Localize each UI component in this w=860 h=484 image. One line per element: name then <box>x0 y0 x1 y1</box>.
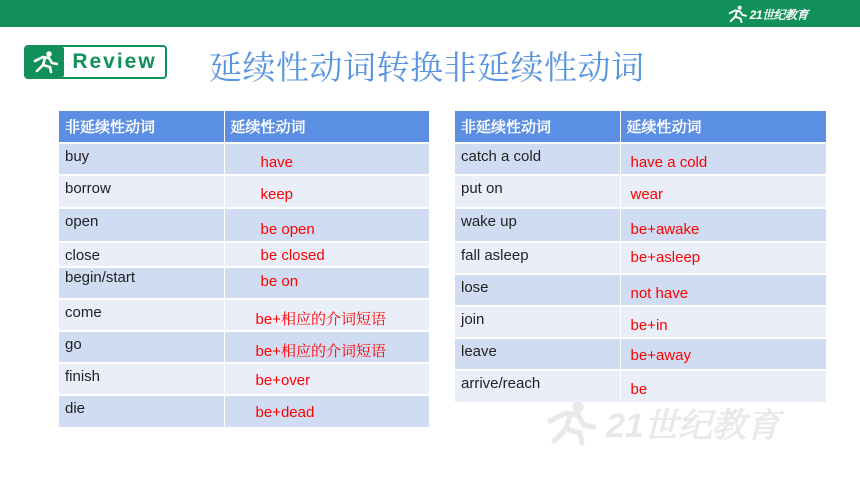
table-header-row <box>455 111 826 143</box>
table-row <box>455 143 826 175</box>
durative-cell: be+away <box>620 338 826 370</box>
verb-cell: open <box>59 208 224 242</box>
watermark-text: 21世纪教育 <box>606 407 780 445</box>
verb-cell: arrive/reach <box>455 370 620 402</box>
durative-cell: be+in <box>620 306 826 338</box>
table-row <box>455 306 826 338</box>
durative-cell: be+相应的介词短语 <box>224 331 429 363</box>
verb-cell: wake up <box>455 208 620 242</box>
durative-cell: be+相应的介词短语 <box>224 299 429 331</box>
table-row <box>455 338 826 370</box>
header-non-durative: 非延续性动词 <box>59 111 224 143</box>
table-row <box>59 331 429 363</box>
verb-cell: finish <box>59 363 224 395</box>
verb-cell: close <box>59 242 224 267</box>
durative-cell: be+dead <box>224 395 429 427</box>
durative-cell: wear <box>620 175 826 208</box>
verb-cell: lose <box>455 274 620 306</box>
table-row <box>455 242 826 274</box>
durative-cell: keep <box>224 175 429 208</box>
badge-icon-box <box>26 47 64 77</box>
runner-icon <box>540 399 600 447</box>
runner-icon <box>726 5 748 23</box>
verb-cell: fall asleep <box>455 242 620 274</box>
durative-cell: be+over <box>224 363 429 395</box>
table-row <box>455 274 826 306</box>
durative-cell: be open <box>224 208 429 242</box>
table-header-row <box>59 111 429 143</box>
table-row <box>59 363 429 395</box>
top-bar <box>0 0 860 27</box>
watermark <box>540 398 780 447</box>
table-row <box>59 143 429 175</box>
brand-name: 21世纪教育 <box>749 7 808 22</box>
verb-cell: die <box>59 395 224 427</box>
table-row <box>59 175 429 208</box>
runner-icon <box>32 50 58 74</box>
page-title: 延续性动词转换非延续性动词 <box>209 48 645 87</box>
brand-logo <box>726 4 808 24</box>
verb-cell: catch a cold <box>455 143 620 175</box>
verb-cell: leave <box>455 338 620 370</box>
verb-cell: borrow <box>59 175 224 208</box>
verb-cell: go <box>59 331 224 363</box>
review-label: Review <box>72 50 157 73</box>
verb-cell: buy <box>59 143 224 175</box>
table-row <box>59 208 429 242</box>
durative-cell: have <box>224 143 429 175</box>
table-row <box>455 175 826 208</box>
durative-cell: not have <box>620 274 826 306</box>
durative-cell: have a cold <box>620 143 826 175</box>
verb-cell: begin/start <box>59 267 224 299</box>
verb-table-right <box>455 111 827 402</box>
verb-cell: put on <box>455 175 620 208</box>
verb-cell: join <box>455 306 620 338</box>
durative-cell: be closed <box>224 242 429 267</box>
header-durative: 延续性动词 <box>620 111 826 143</box>
table-row <box>59 299 429 331</box>
table-row <box>59 395 429 427</box>
table-row <box>455 208 826 242</box>
table-row <box>59 267 429 299</box>
durative-cell: be on <box>224 267 429 299</box>
durative-cell: be+asleep <box>620 242 826 274</box>
durative-cell: be+awake <box>620 208 826 242</box>
durative-cell: be <box>620 370 826 402</box>
header-non-durative: 非延续性动词 <box>455 111 620 143</box>
header-durative: 延续性动词 <box>224 111 429 143</box>
verb-cell: come <box>59 299 224 331</box>
table-row <box>59 242 429 267</box>
verb-table-left <box>59 111 430 427</box>
review-badge <box>24 45 167 79</box>
